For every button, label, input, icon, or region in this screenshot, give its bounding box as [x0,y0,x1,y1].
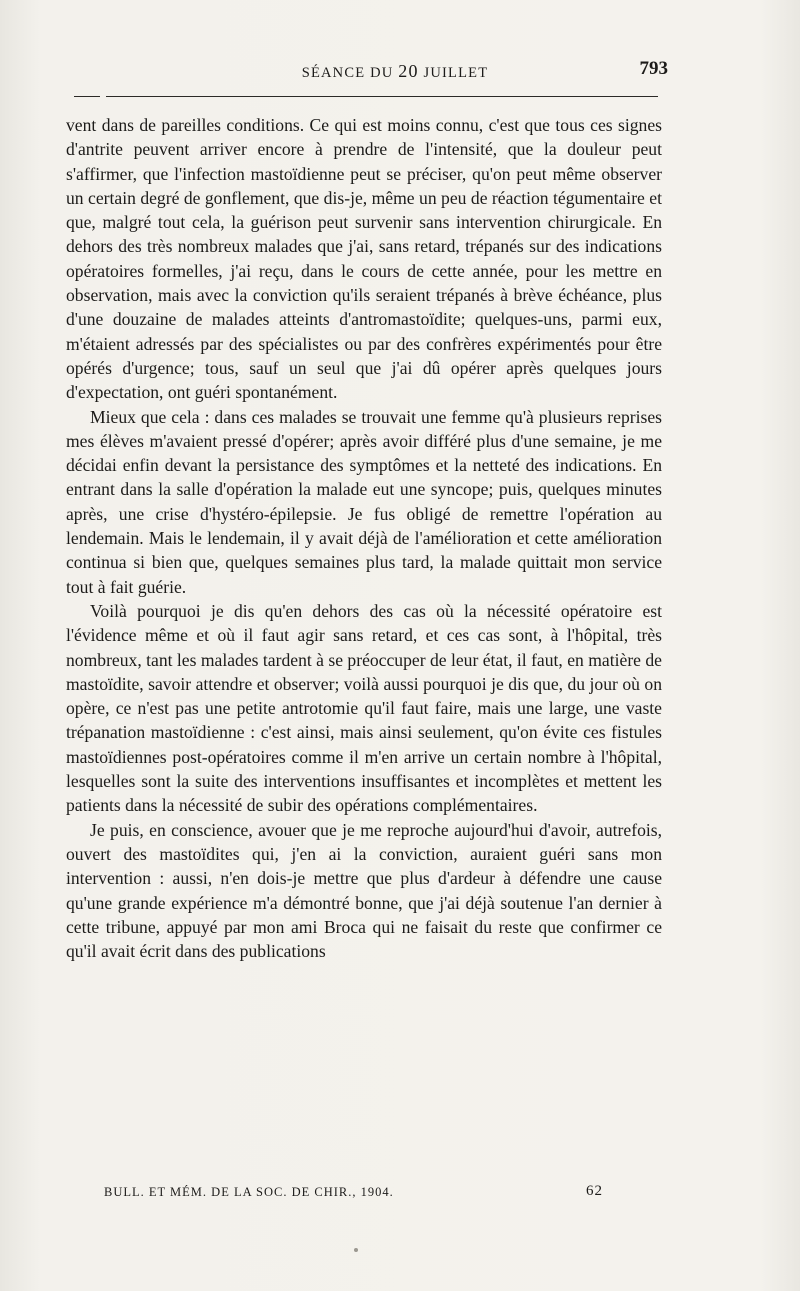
header-rule [106,96,658,97]
paper-speck [354,1248,358,1252]
running-title-day: 20 [398,61,419,81]
body-text [66,113,662,963]
running-title [70,61,660,82]
paragraph-1: vent dans de pareilles conditions. Ce qui est moins connu, c'est que tous ces signes d'antrite peuvent arriver encore à prendre de l'intensité, que la douleur peut s'affirmer, que l'infection mastoïdienne peut se préciser, qu'on peut même observer un certain degré de gonflement, que dis-je, même un peu de réaction tégumentaire et que, malgré tout cela, la guérison peut survenir sans intervention chirurgicale. En dehors des très nombreux malades que j'ai, sans retard, trépanés sur des indications opératoires formelles, j'ai reçu, dans le cours de cette année, pour les mettre en observation, mais avec la conviction qu'ils seraient trépanés à brève échéance, plus d'une douzaine de malades atteints d'antromastoïdite; quelques-uns, parmi eux, m'étaient adressés par des spécialistes ou par des confrères expérimentés pour être opérés d'urgence; tous, sauf un seul que j'ai dû opérer après quelques jours d'expectation, ont guéri spontanément. [66,115,662,403]
header-rule-stub [74,96,100,97]
page-number: 793 [639,58,668,79]
footer-journal: BULL. ET MÉM. DE LA SOC. DE CHIR., 1904. [104,1185,394,1199]
running-title-prefix: SÉANCE DU [301,65,394,81]
page-header [70,58,668,88]
page-footer [104,1183,604,1205]
footer-signature: 62 [586,1183,603,1199]
paragraph-3: Voilà pourquoi je dis qu'en dehors des cas où la nécessité opératoire est l'évidence même et où il faut agir sans retard, et ces cas sont, à l'hôpital, très nombreux, tant les malades tardent à se préoccuper de leur état, il faut, en matière de mastoïdite, savoir attendre et observer; voilà aussi pourquoi je dis que, du jour où on opère, ce n'est pas une petite antrotomie qu'il faut faire, mais une large, une vaste trépanation mastoïdienne : c'est ainsi, mais ainsi seulement, qu'on évite ces fistules mastoïdiennes post-opératoires comme il m'en arrive un certain nombre à l'hôpital, lesquelles sont la suite des interventions insuffisantes et incomplètes et mettent les patients dans la nécessité de subir des opérations complémentaires. [66,600,662,816]
paragraph-4: Je puis, en conscience, avouer que je me reproche aujourd'hui d'avoir, autrefois, ouvert des mastoïdites qui, j'en ai la conviction, auraient guéri sans mon intervention : aussi, n'en dois-je mettre que plus d'ardeur à défendre une cause qu'une grande expérience m'a démontré bonne, que j'ai déjà soutenue l'an dernier à cette tribune, appuyé par mon ami Broca qui ne faisait du reste que confirmer ce qu'il avait écrit dans des publications [66,819,662,962]
running-title-month: JUILLET [423,65,489,81]
paragraph-2: Mieux que cela : dans ces malades se trouvait une femme qu'à plusieurs reprises mes élèves m'avaient pressé d'opérer; après avoir différé plus d'une semaine, je me décidai enfin devant la persistance des symptômes et la netteté des indications. En entrant dans la salle d'opération la malade eut une syncope; puis, quelques minutes après, une crise d'hystéro-épilepsie. Je fus obligé de remettre l'opération au lendemain. Mais le lendemain, il y avait déjà de l'amélioration et cette amélioration continua si bien que, quelques semaines plus tard, la malade quittait mon service tout à fait guérie. [66,406,662,597]
